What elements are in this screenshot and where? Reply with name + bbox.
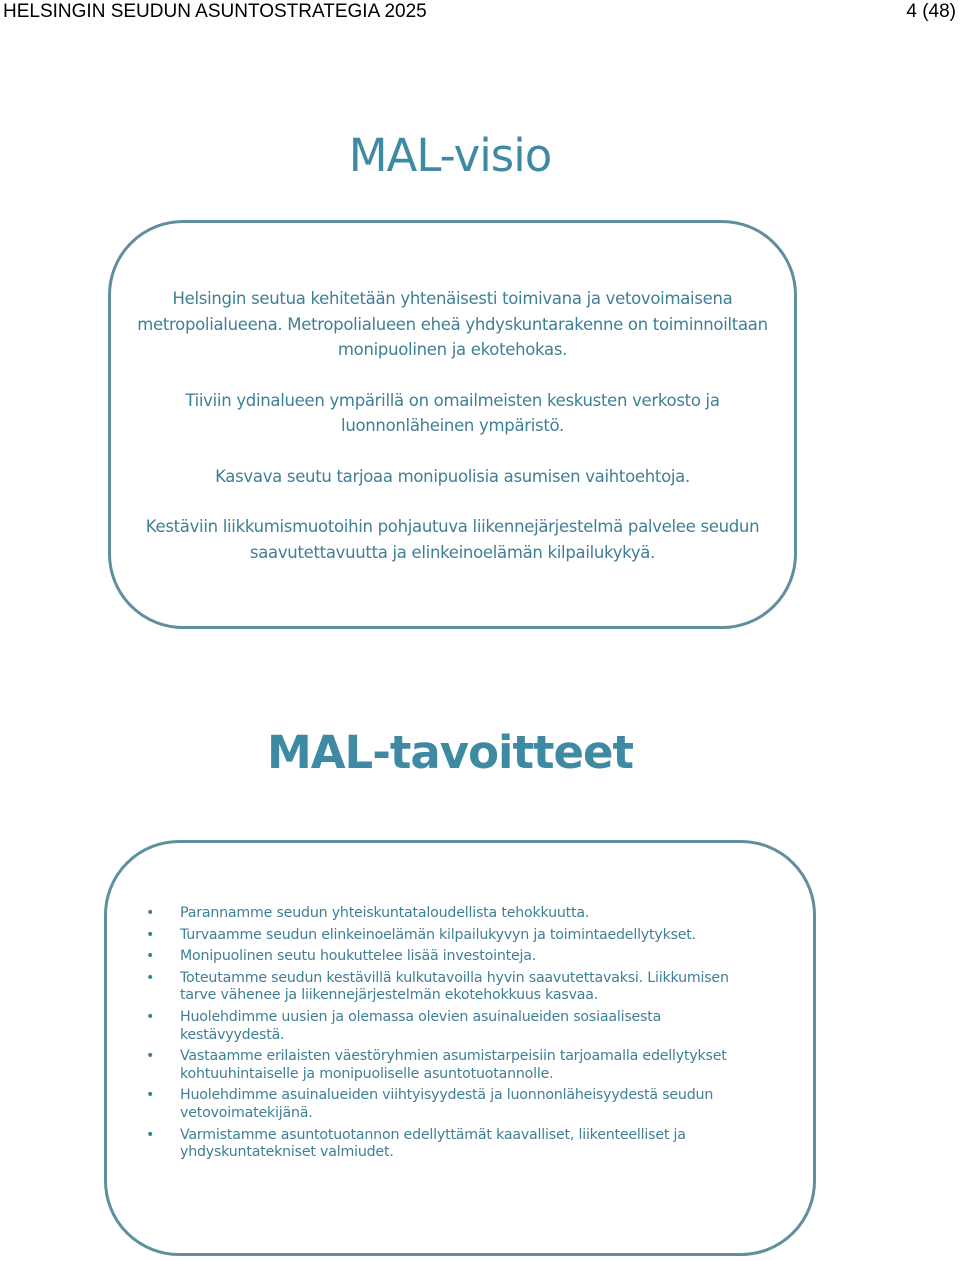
vision-paragraph: Helsingin seutua kehitetään yhtenäisesti toimivana ja vetovoimaisena metropolialueena. Metropolialueen eheä yhdyskuntarakenne on toiminnoiltaan monipuolinen ja ekotehokas. [137, 289, 768, 359]
goals-title: MAL-tavoitteet [266, 726, 634, 779]
bullet-icon: • [146, 1126, 155, 1143]
goal-text: Huolehdimme asuinalueiden viihtyisyydestä ja luonnonläheisyydestä seudun vetovoimatekijänä. [180, 1087, 714, 1121]
goal-text: Varmistamme asuntotuotannon edellyttämät kaavalliset, liikenteelliset ja yhdyskuntatekniset valmiudet. [180, 1126, 686, 1161]
goal-text: Vastaamme erilaisten väestöryhmien asumistarpeisiin tarjoamalla edellytykset kohtuuhintaiselle ja monipuoliselle asuntotuotannolle. [180, 1048, 727, 1082]
goal-text: Huolehdimme uusien ja olemassa olevien asuinalueiden sosiaalisesta kestävyydestä. [180, 1008, 662, 1043]
list-item [142, 1048, 752, 1083]
vision-title: MAL-visio [348, 129, 552, 182]
goal-text: Monipuolinen seutu houkuttelee lisää investointeja. [180, 948, 537, 965]
goals-list [142, 905, 752, 1166]
document-title: HELSINGIN SEUDUN ASUNTOSTRATEGIA 2025 [3, 1, 427, 22]
list-item [142, 905, 752, 923]
bullet-icon: • [146, 969, 155, 986]
bullet-icon: • [146, 1048, 155, 1065]
list-item [142, 927, 752, 945]
page-number: 4 (48) [906, 1, 956, 22]
bullet-icon: • [146, 948, 155, 965]
list-item [142, 970, 752, 1005]
list-item [142, 1009, 752, 1044]
vision-paragraph: Tiiviin ydinalueen ympärillä on omailmeisten keskusten verkosto ja luonnonläheinen ympäristö. [185, 390, 720, 435]
list-item [142, 1087, 752, 1122]
goal-text: Toteutamme seudun kestävillä kulkutavoilla hyvin saavutettavaksi. Liikkumisen tarve vähenee ja liikennejärjestelmän ekotehokkuus kasvaa. [180, 969, 729, 1004]
goal-text: Parannamme seudun yhteiskuntataloudellista tehokkuutta. [180, 905, 590, 921]
list-item [142, 1127, 752, 1162]
bullet-icon: • [146, 1008, 155, 1025]
vision-text [130, 286, 775, 590]
bullet-icon: • [146, 905, 155, 921]
vision-paragraph: Kestäviin liikkumismuotoihin pohjautuva liikennejärjestelmä palvelee seudun saavutettavuutta ja elinkeinoelämän kilpailukykyä. [145, 517, 760, 562]
goal-text: Turvaamme seudun elinkeinoelämän kilpailukyvyn ja toimintaedellytykset. [180, 926, 696, 943]
bullet-icon: • [146, 926, 155, 943]
running-header [0, 0, 960, 26]
vision-paragraph: Kasvava seutu tarjoaa monipuolisia asumisen vaihtoehtoja. [215, 466, 690, 486]
bullet-icon: • [146, 1087, 155, 1104]
list-item [142, 948, 752, 966]
